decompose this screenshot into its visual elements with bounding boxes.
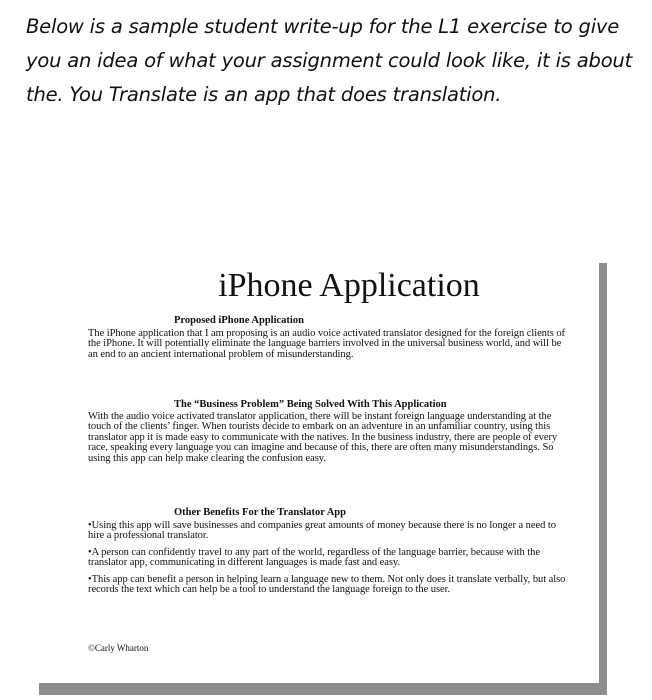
bullet-item: •This app can benefit a person in helping learn a language new to them. Not only does it translate verbally, but also records the text which can help be a tool to understand the language foreign to the user. <box>88 574 566 596</box>
bullet-item: •Using this app will save businesses and companies great amounts of money because there is no longer a need to hire a professional translator. <box>88 520 556 542</box>
section-heading-business-problem: The “Business Problem” Being Solved With This Application <box>174 399 447 410</box>
document-image <box>31 255 599 683</box>
bullet-item: •A person can confidently travel to any part of the world, regardless of the language barrier, because with the translator app, communicating in different languages is made fast and easy. <box>88 547 540 569</box>
section-body-business-problem: With the audio voice activated translator application, there will be instant foreign language understanding at the touch of the clients’ finger. When tourists decide to embark on an adventure in an unfamiliar country, using this translator app it is made easy to communicate with the natives. In the business industry, there are people of every race, speaking every language you can imagine and because of this, there are often many misunderstandings. So using this app can help make clearing the confusion easy. <box>88 411 558 464</box>
document-title: iPhone Application <box>218 267 480 304</box>
copyright-notice: ©Carly Wharton <box>88 643 149 653</box>
intro-paragraph: Below is a sample student write-up for the L1 exercise to give you an idea of what your assignment could look like, it is about the. You Translate is an app that does translation. <box>26 15 633 106</box>
section-body-proposed: The iPhone application that I am proposing is an audio voice activated translator designed for the foreign clients of the iPhone. It will potentially eliminate the language barriers involved in the universal business world, and will be an end to an ancient international problem of misunderstanding. <box>88 328 566 360</box>
section-heading-proposed: Proposed iPhone Application <box>174 315 304 326</box>
section-heading-other-benefits: Other Benefits For the Translator App <box>174 507 346 518</box>
